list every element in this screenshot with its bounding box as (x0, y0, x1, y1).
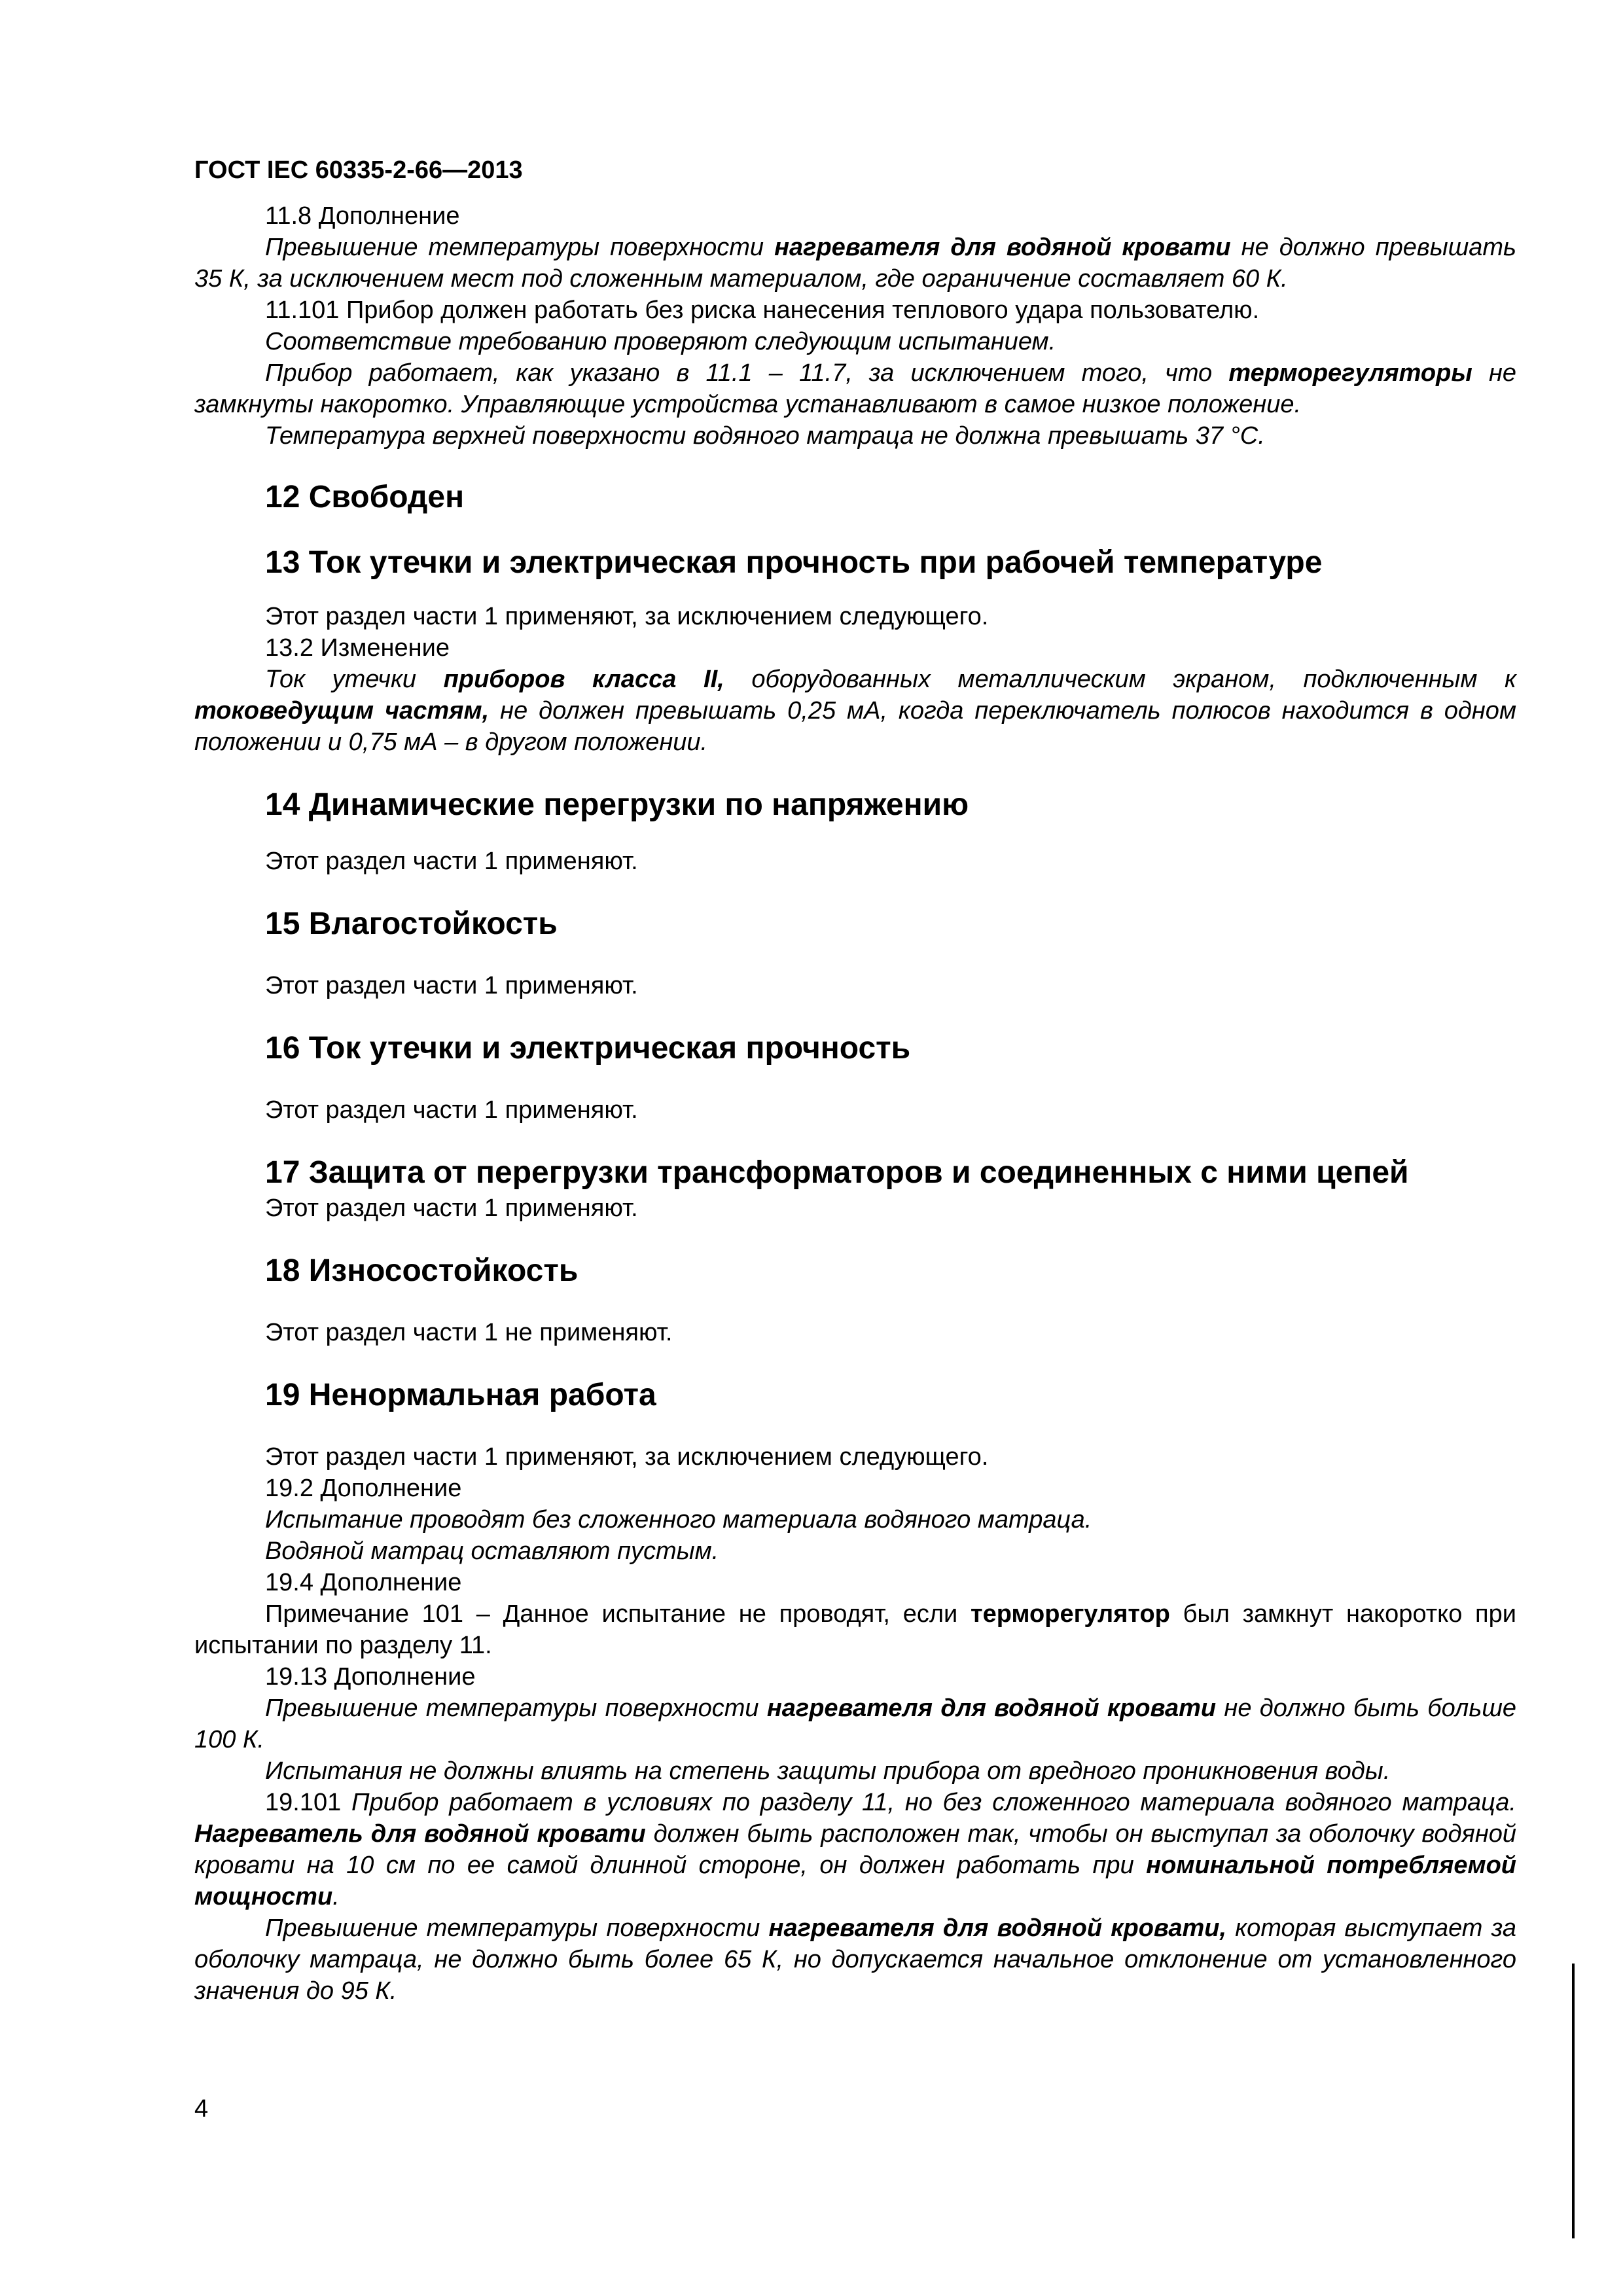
section-12-title: 12 Свободен (265, 480, 465, 514)
section-15-title: 15 Влагостойкость (265, 906, 558, 941)
clause-11-8-title: 11.8 Дополнение (265, 202, 460, 230)
text-run: был замкнут накоротко при испытании по разделу 11. (194, 1600, 1516, 1659)
clause-19-2-text-2: Водяной матрац оставляют пустым. (265, 1537, 719, 1565)
term-bold: Нагреватель для водяной кровати (194, 1820, 646, 1848)
section-17-title: 17 Защита от перегрузки трансформаторов и соединенных с ними цепей (265, 1155, 1409, 1190)
text-run: Прибор работает в условиях по разделу 11, но без сложенного материала водяного матраца. (351, 1789, 1516, 1816)
section-17-text: Этот раздел части 1 применяют. (265, 1194, 638, 1222)
text-run: оборудованных металлическим экраном, подключенным к (724, 666, 1516, 693)
text-run: не должно превышать 35 К, за исключением мест под сложенным материалом, где ограничение составляет 60 К. (194, 234, 1517, 293)
section-16-text: Этот раздел части 1 применяют. (265, 1096, 638, 1124)
term-bold: нагревателя для водяной кровати, (768, 1914, 1227, 1942)
text-run: Прибор работает, как указано в 11.1 – 11.7, за исключением того, что (265, 359, 1229, 387)
text-run: не должно быть больше 100 К. (194, 1695, 1516, 1753)
clause-19-13-text-2: Испытания не должны влиять на степень защиты прибора от вредного проникновения воды. (265, 1757, 1391, 1785)
clause-19-4-note (194, 1598, 1516, 1661)
clause-11-8-text (194, 232, 1516, 295)
text-run: Ток утечки (265, 666, 444, 693)
document-header: ГОСТ IEC 60335-2-66—2013 (194, 156, 523, 184)
term-bold: нагревателя для водяной кровати (774, 234, 1231, 261)
page-number: 4 (194, 2095, 209, 2123)
document-body (194, 200, 1516, 2007)
section-14-text: Этот раздел части 1 применяют. (265, 848, 638, 875)
term-bold: терморегулятор (970, 1600, 1170, 1628)
text-run: должен быть расположен так, чтобы он выступал за оболочку водяной кровати на 10 см по ее самой длинной стороне, он должен работать при (194, 1820, 1517, 1879)
clause-11-101-compliance: Соответствие требованию проверяют следующим испытанием. (265, 328, 1056, 355)
clause-11-101-limit: Температура верхней поверхности водяного матраца не должна превышать 37 °С. (265, 422, 1265, 450)
clause-19-2-title: 19.2 Дополнение (265, 1475, 462, 1502)
section-18-title: 18 Износостойкость (265, 1253, 579, 1288)
section-19-title: 19 Ненормальная работа (265, 1378, 656, 1412)
term-bold: терморегуляторы (1228, 359, 1472, 387)
clause-19-4-title: 19.4 Дополнение (265, 1569, 462, 1596)
clause-11-101-test (194, 357, 1516, 420)
clause-13-2-title: 13.2 Изменение (265, 634, 450, 662)
text-run: которая выступает за оболочку матраца, не должно быть более 65 К, но допускается начальное отклонение от установленного значения до 95 К. (194, 1914, 1516, 2005)
section-13-title: 13 Ток утечки и электрическая прочность при рабочей температуре (265, 545, 1323, 580)
section-14-title: 14 Динамические перегрузки по напряжению (265, 787, 969, 822)
term-bold: номинальной потребляемой мощности (194, 1852, 1517, 1910)
clause-19-13-text (194, 1693, 1516, 1755)
text-run: Превышение температуры поверхности (265, 1695, 767, 1722)
text-run: Примечание 101 – Данное испытание не проводят, если (265, 1600, 971, 1628)
section-18-text: Этот раздел части 1 не применяют. (265, 1319, 673, 1346)
clause-19-13-title: 19.13 Дополнение (265, 1663, 476, 1691)
text-run: 19.101 (265, 1789, 352, 1816)
text-run: не должен превышать 0,25 мА, когда переключатель полюсов находится в одном положении и 0,75 мА – в другом положении. (194, 697, 1516, 756)
section-16-title: 16 Ток утечки и электрическая прочность (265, 1031, 911, 1066)
section-19-intro: Этот раздел части 1 применяют, за исключением следующего. (265, 1443, 989, 1471)
term-bold: токоведущим частям, (194, 697, 490, 725)
change-bar (1572, 1964, 1575, 2238)
clause-13-2-text (194, 664, 1516, 758)
clause-19-101-text (194, 1787, 1516, 1912)
term-bold: нагревателя для водяной кровати (766, 1695, 1217, 1722)
text-run: . (332, 1883, 340, 1910)
section-13-intro: Этот раздел части 1 применяют, за исключением следующего. (265, 603, 989, 630)
clause-11-101-text: 11.101 Прибор должен работать без риска нанесения теплового удара пользователю. (265, 296, 1260, 324)
text-run: Превышение температуры поверхности (265, 234, 775, 261)
section-15-text: Этот раздел части 1 применяют. (265, 972, 638, 999)
term-bold: приборов класса II, (443, 666, 724, 693)
text-run: не замкнуты накоротко. Управляющие устройства устанавливают в самое низкое положение. (194, 359, 1516, 418)
text-run: Превышение температуры поверхности (265, 1914, 769, 1942)
clause-19-101-text-2 (194, 1912, 1516, 2007)
clause-19-2-text: Испытание проводят без сложенного материала водяного матраца. (265, 1506, 1092, 1534)
